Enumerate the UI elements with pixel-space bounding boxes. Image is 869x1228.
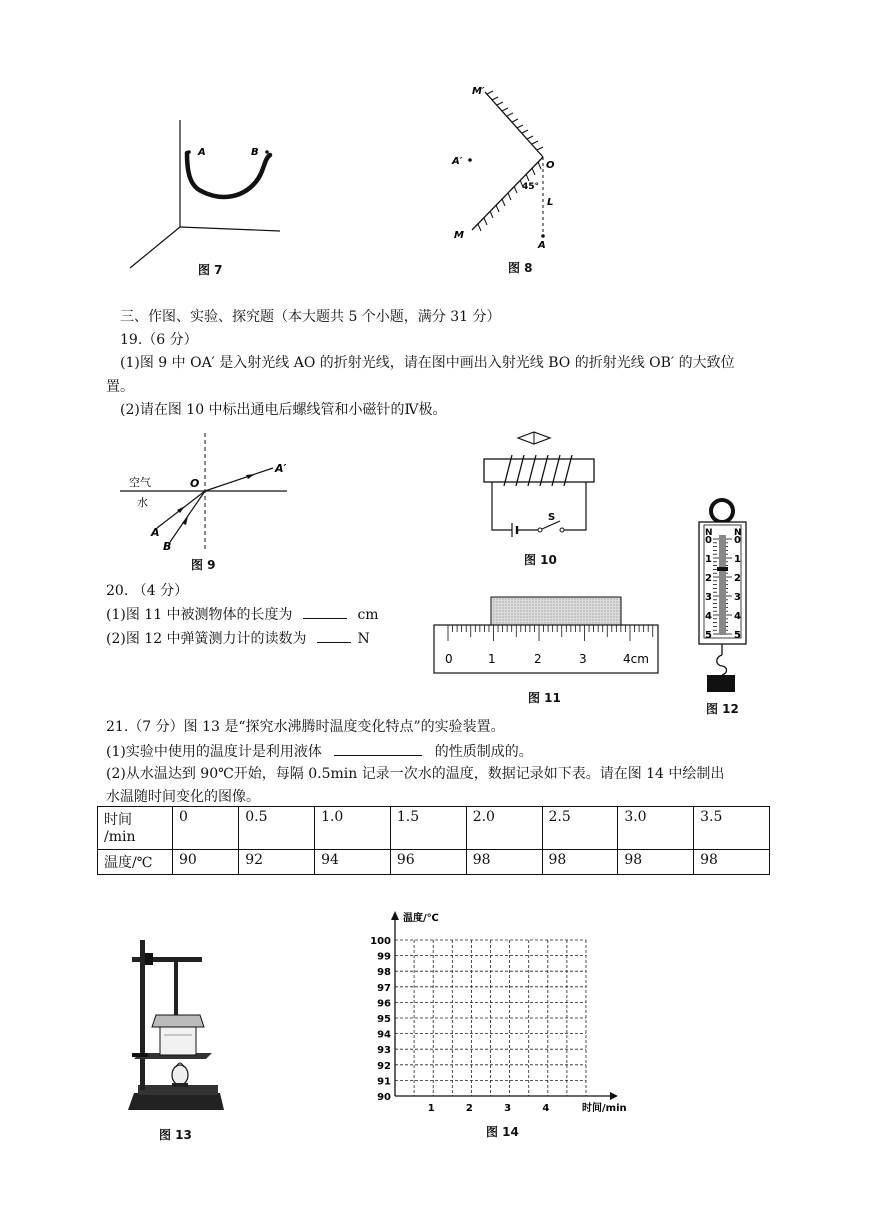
- fig12-right-5: 5: [734, 630, 741, 641]
- q20-part1: [106, 604, 379, 625]
- q20-part1-unit: cm: [357, 607, 379, 623]
- q20-part1-text: (1)图 11 中被测物体的长度为: [106, 607, 293, 623]
- figure-8: [440, 78, 580, 258]
- q21-part2-line2: 水温随时间变化的图像。: [106, 789, 260, 805]
- table-row-temperature: [98, 850, 770, 875]
- figure-9: [115, 430, 295, 555]
- fig12-left-2: 2: [705, 573, 712, 584]
- fig12-left-0: 0: [705, 535, 712, 546]
- data-table: [97, 806, 770, 875]
- y-tick-label: 97: [377, 982, 391, 994]
- q20-part2-blank[interactable]: [317, 628, 351, 643]
- table-cell: 0: [173, 807, 239, 850]
- fig10-caption: 图 10: [524, 553, 557, 567]
- q21-part1: [106, 741, 533, 762]
- fig12-left-5: 5: [705, 630, 712, 641]
- y-tick-label: 98: [377, 967, 391, 979]
- fig14-caption: 图 14: [486, 1125, 519, 1139]
- y-tick-label: 92: [377, 1060, 391, 1072]
- q19-part2: (2)请在图 10 中标出通电后螺线管和小磁针的Ⅳ极。: [120, 402, 447, 418]
- fig8-label-a-prime: A′: [452, 156, 463, 167]
- table-row-time: [98, 807, 770, 850]
- x-tick-label: 3: [504, 1103, 512, 1114]
- table-cell: 96: [390, 850, 466, 875]
- x-axis-arrow-icon: [610, 1092, 618, 1100]
- table-header-time-line2: /min: [104, 829, 136, 845]
- table-header-time: [98, 807, 173, 850]
- q21-part2-line1: (2)从水温达到 90℃开始，每隔 0.5min 记录一次水的温度，数据记录如下表。请在图 14 中绘制出: [106, 766, 725, 782]
- fig8-label-m-prime: M′: [472, 86, 485, 97]
- fig12-left-4: 4: [705, 611, 712, 622]
- table-cell: 90: [173, 850, 239, 875]
- fig9-caption: 图 9: [191, 558, 216, 572]
- table-cell: 94: [315, 850, 391, 875]
- fig12-right-4: 4: [734, 611, 741, 622]
- fig11-tick-4: 4cm: [623, 652, 649, 666]
- q19-number: 19.（6 分）: [120, 332, 198, 348]
- fig9-label-a-prime: A′: [275, 462, 287, 475]
- q21-intro: 21.（7 分）图 13 是“探究水沸腾时温度变化特点”的实验装置。: [106, 719, 505, 735]
- table-header-time-line1: 时间: [104, 812, 132, 828]
- figure-14-graph: [360, 908, 635, 1118]
- x-tick-label: 1: [427, 1103, 435, 1114]
- fig13-caption: 图 13: [159, 1128, 192, 1142]
- table-cell: 3.0: [618, 807, 694, 850]
- fig12-unit-left: N: [705, 528, 713, 538]
- y-tick-label: 93: [377, 1045, 391, 1057]
- y-axis-arrow-icon: [391, 911, 399, 920]
- fig12-unit-right: N: [734, 528, 742, 538]
- fig11-caption: 图 11: [528, 691, 561, 705]
- fig8-label-m: M: [454, 230, 464, 241]
- figure-11: [430, 592, 662, 680]
- y-tick-label: 94: [377, 1029, 391, 1041]
- table-cell: 1.5: [390, 807, 466, 850]
- fig12-caption: 图 12: [706, 702, 739, 716]
- fig10-label-switch: S: [548, 512, 556, 523]
- table-cell: 98: [542, 850, 618, 875]
- x-tick-label: 4: [542, 1103, 550, 1114]
- fig9-label-a: A: [151, 526, 160, 539]
- fig9-label-water: 水: [137, 496, 148, 509]
- y-tick-label: 99: [377, 951, 391, 963]
- table-cell: 92: [239, 850, 315, 875]
- x-tick-label: 2: [465, 1103, 473, 1114]
- q19-part1-line2: 置。: [106, 379, 134, 395]
- y-tick-label: 95: [377, 1014, 391, 1025]
- q20-part2-unit: N: [357, 631, 370, 647]
- fig12-right-1: 1: [734, 554, 741, 565]
- fig8-label-angle: 45°: [522, 182, 540, 192]
- fig12-right-2: 2: [734, 573, 741, 584]
- y-tick-label: 90: [377, 1092, 391, 1103]
- table-cell: 98: [618, 850, 694, 875]
- figure-7: [115, 115, 315, 280]
- fig8-caption: 图 8: [508, 261, 533, 275]
- fig9-label-air: 空气: [129, 476, 151, 489]
- figure-12: [695, 495, 751, 695]
- table-cell: 3.5: [694, 807, 770, 850]
- fig9-label-o: O: [190, 477, 200, 490]
- fig11-tick-2: 2: [534, 652, 542, 666]
- y-tick-label: 96: [377, 998, 391, 1010]
- table-cell: 2.0: [466, 807, 542, 850]
- fig7-caption: 图 7: [198, 263, 223, 277]
- y-tick-label: 100: [370, 936, 391, 947]
- table-cell: 1.0: [315, 807, 391, 850]
- q21-part1-after: 的性质制成的。: [434, 744, 533, 760]
- fig12-right-3: 3: [734, 592, 741, 603]
- table-cell: 98: [466, 850, 542, 875]
- fig7-label-b: B: [251, 147, 259, 158]
- section-heading: 三、作图、实验、探究题（本大题共 5 个小题，满分 31 分）: [120, 309, 501, 325]
- fig8-label-l: L: [547, 197, 554, 208]
- fig12-left-1: 1: [705, 554, 712, 565]
- fig11-tick-1: 1: [488, 652, 496, 666]
- fig11-tick-3: 3: [579, 652, 587, 666]
- fig8-label-a: A: [538, 240, 546, 251]
- table-cell: 0.5: [239, 807, 315, 850]
- q20-part2: [106, 628, 370, 649]
- figure-10: [478, 428, 603, 548]
- table-cell: 98: [694, 850, 770, 875]
- fig7-label-a: A: [198, 147, 206, 158]
- fig11-tick-0: 0: [445, 652, 453, 666]
- fig9-label-b: B: [163, 540, 172, 553]
- q19-part1-line1: (1)图 9 中 OA′ 是入射光线 AO 的折射光线，请在图中画出入射光线 BO 的折射光线 OB′ 的大致位: [120, 355, 735, 371]
- q21-part1-blank[interactable]: [334, 741, 422, 756]
- q20-number: 20. （4 分）: [106, 583, 189, 599]
- table-cell: 2.5: [542, 807, 618, 850]
- fig14-xlabel: 时间/min: [582, 1103, 627, 1114]
- y-tick-label: 91: [377, 1076, 391, 1088]
- figure-13: [120, 935, 230, 1115]
- q20-part1-blank[interactable]: [303, 604, 347, 619]
- fig14-ylabel: 温度/℃: [403, 913, 439, 924]
- table-header-temperature: 温度/℃: [98, 850, 173, 875]
- q20-part2-text: (2)图 12 中弹簧测力计的读数为: [106, 631, 307, 647]
- fig12-right-0: 0: [734, 535, 741, 546]
- q21-part1-text: (1)实验中使用的温度计是利用液体: [106, 744, 322, 760]
- fig8-label-o: O: [546, 160, 555, 171]
- fig12-left-3: 3: [705, 592, 712, 603]
